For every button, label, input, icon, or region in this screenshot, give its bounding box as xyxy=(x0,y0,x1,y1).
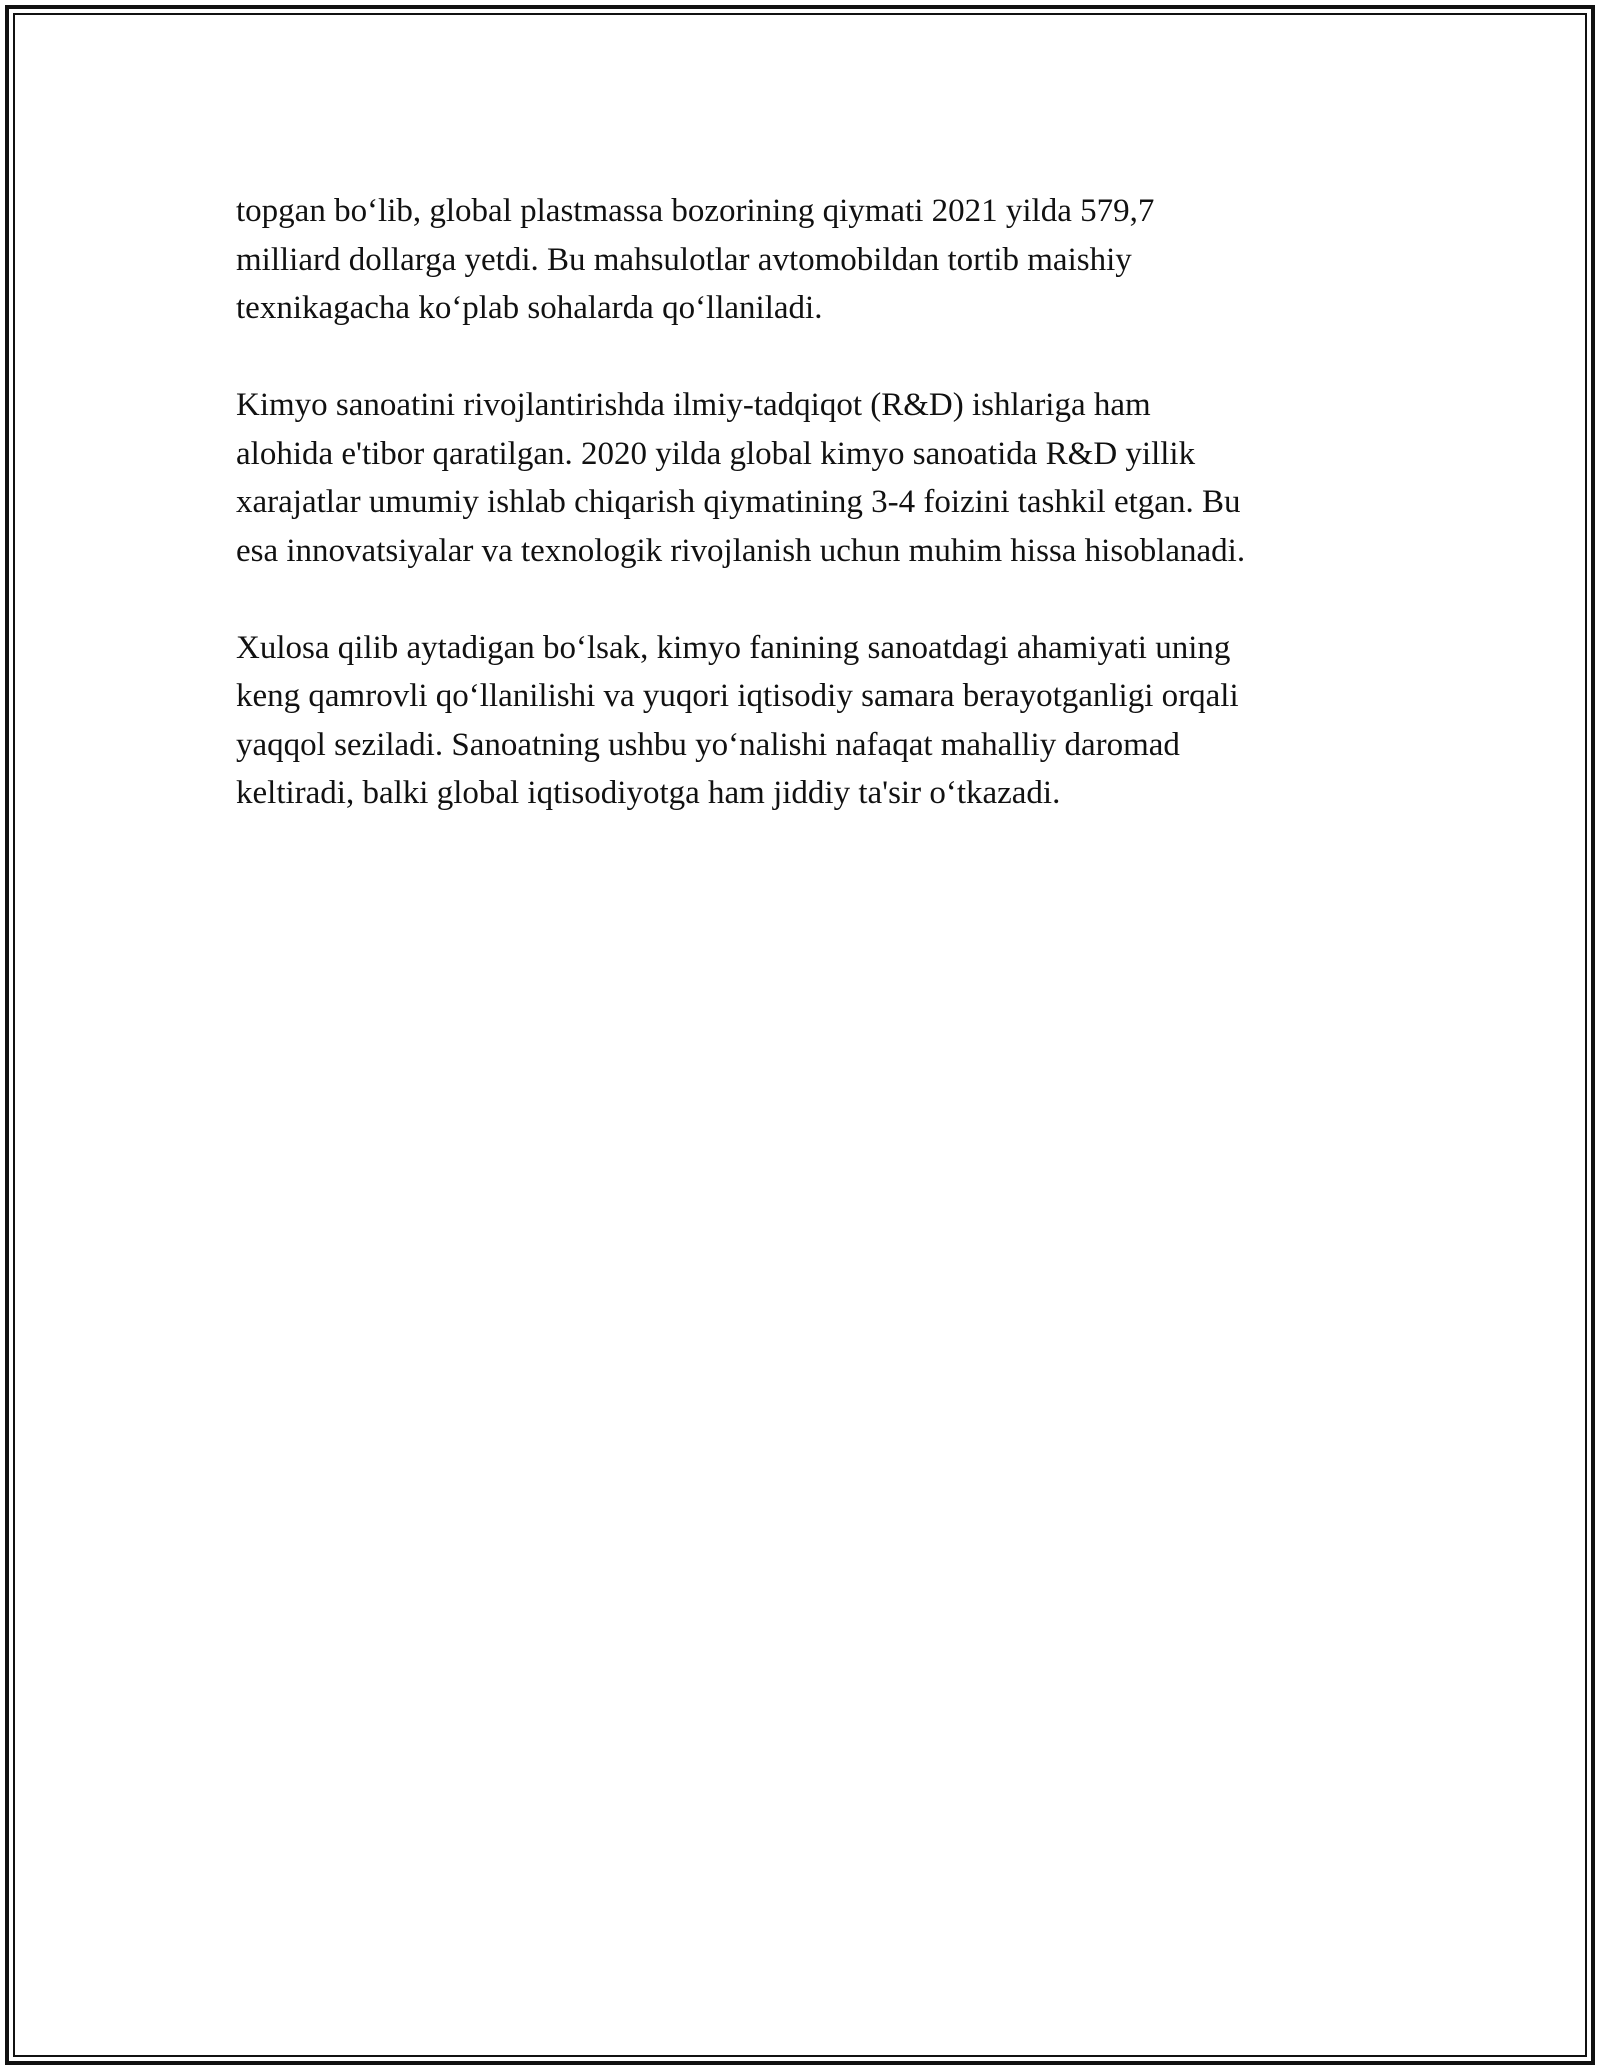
text-line: texnikagacha ko‘plab sohalarda qo‘llaniladi. xyxy=(236,290,823,326)
text-line: keng qamrovli qo‘llanilishi va yuqori iqtisodiy samara berayotganligi orqali xyxy=(236,678,1239,714)
paragraph-research-development xyxy=(236,381,1366,575)
text-line: yaqqol seziladi. Sanoatning ushbu yo‘nalishi nafaqat mahalliy daromad xyxy=(236,726,1180,763)
text-line: alohida e'tibor qaratilgan. 2020 yilda global kimyo sanoatida R&D yillik xyxy=(236,435,1196,472)
document-body xyxy=(236,187,1366,866)
text-line: xarajatlar umumiy ishlab chiqarish qiymatining 3-4 foizini tashkil etgan. Bu xyxy=(236,484,1241,520)
text-line: esa innovatsiyalar va texnologik rivojlanish uchun muhim hissa hisoblanadi. xyxy=(236,532,1246,569)
paragraph-plastics-market xyxy=(236,187,1366,333)
paragraph-conclusion xyxy=(236,624,1366,818)
text-line: Kimyo sanoatini rivojlantirishda ilmiy-tadqiqot (R&D) ishlariga ham xyxy=(236,387,1151,423)
text-line: Xulosa qilib aytadigan bo‘lsak, kimyo fanining sanoatdagi ahamiyati uning xyxy=(236,629,1231,666)
text-line: topgan bo‘lib, global plastmassa bozorining qiymati 2021 yilda 579,7 xyxy=(236,193,1155,229)
text-line: keltiradi, balki global iqtisodiyotga ham jiddiy ta'sir o‘tkazadi. xyxy=(236,775,1061,811)
text-line: milliard dollarga yetdi. Bu mahsulotlar avtomobildan tortib maishiy xyxy=(236,241,1132,278)
